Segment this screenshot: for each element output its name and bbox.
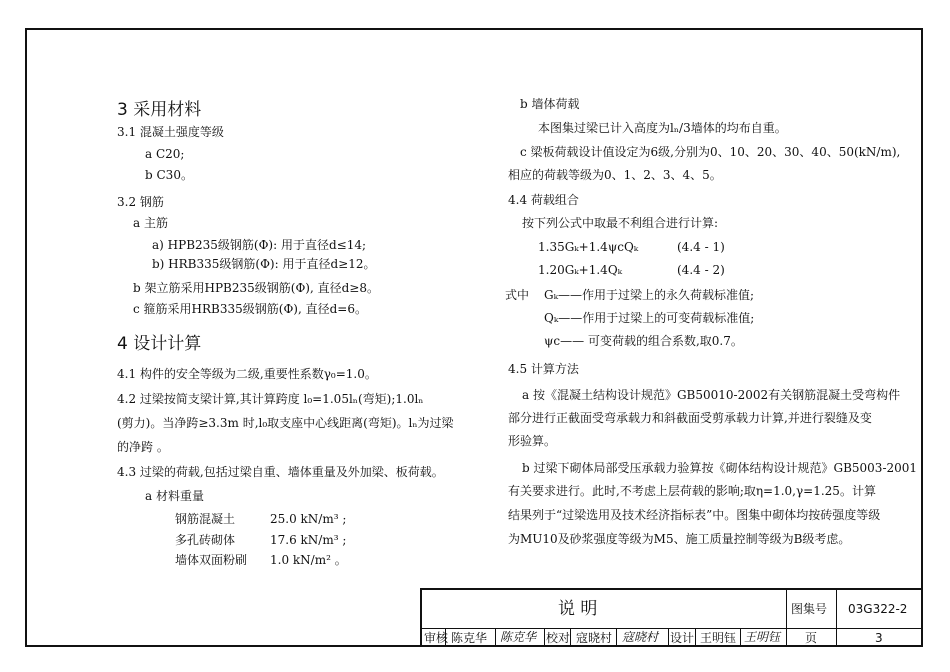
atlas-label: 图集号: [791, 602, 828, 616]
section-3-1: 3.1 混凝土强度等级: [117, 125, 224, 139]
designer-name: 王明钰: [700, 631, 737, 645]
formula-1: 1.35Gₖ+1.4ψcQₖ: [538, 240, 639, 254]
def-qk: Qₖ——作用于过梁上的可变荷载标准值;: [544, 311, 755, 325]
stirrup: c 箍筋采用HRB335级钢筋(Φ), 直径d=6。: [133, 302, 367, 316]
def-gk: Gₖ——作用于过梁上的永久荷载标准值;: [544, 288, 755, 302]
page-number: 3: [875, 631, 883, 645]
section-4-1: 4.1 构件的安全等级为二级,重要性系数γ₀=1.0。: [117, 367, 377, 381]
method-b-line4: 为MU10及砂浆强度等级为M5、施工质量控制等级为B级考虑。: [508, 532, 851, 546]
section-4-4-desc: 按下列公式中取最不利组合进行计算:: [522, 216, 719, 230]
section-4-2-line3: 的净跨 。: [117, 440, 169, 454]
slab-load-line1: c 梁板荷载设计值设定为6级,分别为0、10、20、30、40、50(kN/m),: [520, 145, 901, 159]
section-4-4: 4.4 荷载组合: [508, 193, 579, 207]
check-label: 校对: [546, 631, 571, 645]
method-a-line2: 部分进行正截面受弯承载力和斜截面受剪承载力计算,并进行裂缝及变: [508, 411, 872, 425]
frame-bar: b 架立筋采用HPB235级钢筋(Φ), 直径d≥8。: [133, 281, 379, 295]
atlas-number: 03G322-2: [848, 602, 908, 616]
section-4-5: 4.5 计算方法: [508, 362, 579, 376]
method-a-line3: 形验算。: [508, 434, 557, 448]
title-block: [420, 588, 923, 647]
weight-value: 17.6 kN/m³ ;: [270, 533, 347, 547]
section-4-3: 4.3 过梁的荷载,包括过梁自重、墙体重量及外加梁、板荷载。: [117, 465, 444, 479]
main-bar-b: b) HRB335级钢筋(Φ): 用于直径d≥12。: [152, 257, 376, 271]
section-4-2-line1: 4.2 过梁按简支梁计算,其计算跨度 l₀=1.05lₙ(弯矩);1.0lₙ: [117, 392, 424, 406]
checker-signature: 寇晓村: [622, 630, 659, 644]
section-4-heading: 4 设计计算: [117, 334, 202, 354]
where-label: 式中: [505, 288, 530, 302]
formula-1-number: (4.4 - 1): [677, 240, 725, 254]
concrete-a: a C20;: [145, 147, 185, 161]
drawing-title: 说 明: [558, 599, 598, 619]
weight-name: 墙体双面粉刷: [175, 553, 248, 567]
section-4-2-line2: (剪力)。当净跨≥3.3m 时,l₀取支座中心线距离(弯矩)。lₙ为过梁: [117, 416, 454, 430]
section-3-2: 3.2 钢筋: [117, 195, 164, 209]
checker-name: 寇晓村: [576, 631, 613, 645]
method-a-line1: a 按《混凝土结构设计规范》GB50010-2002有关钢筋混凝土受弯构件: [522, 388, 901, 402]
def-psi: ψc—— 可变荷载的组合系数,取0.7。: [544, 334, 743, 348]
reviewer-signature: 陈克华: [500, 630, 537, 644]
section-3-heading: 3 采用材料: [117, 100, 202, 120]
method-b-line1: b 过梁下砌体局部受压承载力验算按《砌体结构设计规范》GB5003-2001: [522, 461, 918, 475]
slab-load-line2: 相应的荷载等级为0、1、2、3、4、5。: [508, 168, 722, 182]
reviewer-name: 陈克华: [451, 631, 488, 645]
page-label: 页: [805, 631, 818, 645]
weight-name: 钢筋混凝土: [175, 512, 236, 526]
formula-2: 1.20Gₖ+1.4Qₖ: [538, 263, 623, 277]
weight-name: 多孔砖砌体: [175, 533, 236, 547]
method-b-line2: 有关要求进行。此时,不考虑上层荷载的影响;取η=1.0,γ=1.25。计算: [508, 484, 876, 498]
designer-signature: 王明钰: [744, 630, 781, 644]
review-label: 审核: [424, 631, 449, 645]
wall-load-desc: 本图集过梁已计入高度为lₙ/3墙体的均布自重。: [538, 121, 787, 135]
main-bar-heading: a 主筋: [133, 216, 168, 230]
material-weight-heading: a 材料重量: [145, 489, 204, 503]
weight-value: 1.0 kN/m² 。: [270, 553, 347, 567]
weight-value: 25.0 kN/m³ ;: [270, 512, 347, 526]
formula-2-number: (4.4 - 2): [677, 263, 725, 277]
concrete-b: b C30。: [145, 168, 193, 182]
wall-load-heading: b 墙体荷载: [520, 97, 580, 111]
main-bar-a: a) HPB235级钢筋(Φ): 用于直径d≤14;: [152, 238, 367, 252]
method-b-line3: 结果列于“过梁选用及技术经济指标表”中。图集中砌体均按砖强度等级: [508, 508, 881, 522]
design-label: 设计: [670, 631, 695, 645]
